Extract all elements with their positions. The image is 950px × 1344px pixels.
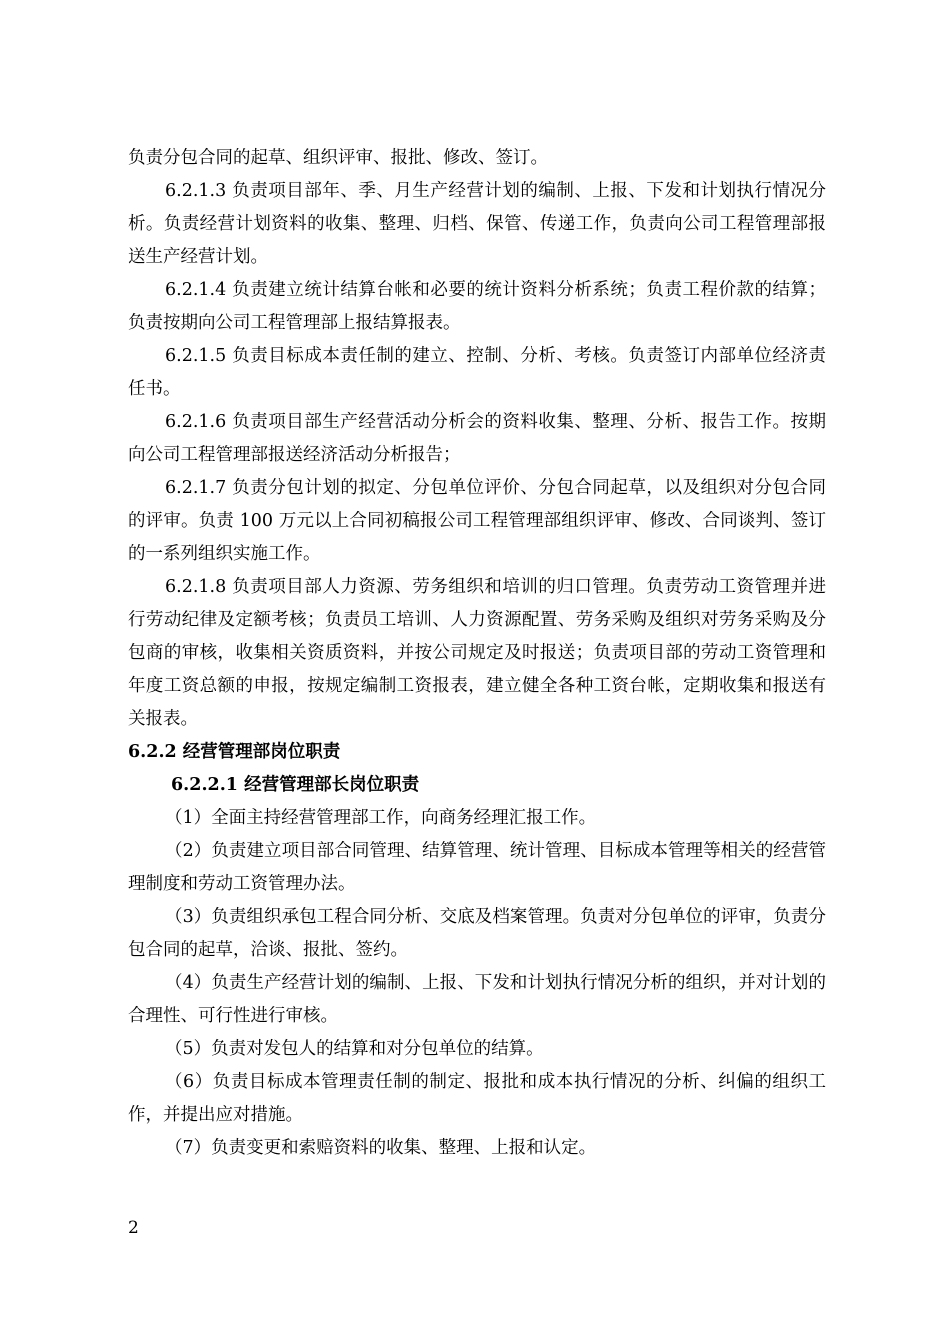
list-item: （3）负责组织承包工程合同分析、交底及档案管理。负责对分包单位的评审，负责分包合同的起草，洽谈、报批、签约。	[128, 907, 826, 960]
page-number: 2	[128, 1218, 139, 1238]
paragraph-6-2-1-4: 6.2.1.4 负责建立统计结算台帐和必要的统计资料分析系统；负责工程价款的结算；负责按期向公司工程管理部上报结算报表。	[128, 280, 826, 333]
list-item: （4）负责生产经营计划的编制、上报、下发和计划执行情况分析的组织，并对计划的合理性、可行性进行审核。	[128, 973, 826, 1026]
list-item: （7）负责变更和索赔资料的收集、整理、上报和认定。	[165, 1138, 597, 1158]
paragraph-continuation: 负责分包合同的起草、组织评审、报批、修改、签订。	[128, 148, 548, 168]
list-item: （2）负责建立项目部合同管理、结算管理、统计管理、目标成本管理等相关的经营管理制度和劳动工资管理办法。	[128, 841, 826, 894]
document-body	[128, 142, 826, 1165]
paragraph-6-2-1-5: 6.2.1.5 负责目标成本责任制的建立、控制、分析、考核。负责签订内部单位经济责任书。	[128, 346, 826, 399]
paragraph-6-2-1-6: 6.2.1.6 负责项目部生产经营活动分析会的资料收集、整理、分析、报告工作。按期向公司工程管理部报送经济活动分析报告；	[128, 412, 826, 465]
list-item: （6）负责目标成本管理责任制的制定、报批和成本执行情况的分析、纠偏的组织工作，并提出应对措施。	[128, 1072, 826, 1125]
list-item: （5）负责对发包人的结算和对分包单位的结算。	[165, 1039, 544, 1059]
paragraph-6-2-1-7: 6.2.1.7 负责分包计划的拟定、分包单位评价、分包合同起草，以及组织对分包合同的评审。负责 100 万元以上合同初稿报公司工程管理部组织评审、修改、合同谈判、签订的一系列组织实施工作。	[128, 478, 826, 564]
section-heading: 6.2.2 经营管理部岗位职责	[128, 742, 341, 762]
list-item: （1）全面主持经营管理部工作，向商务经理汇报工作。	[165, 808, 597, 828]
paragraph-6-2-1-8: 6.2.1.8 负责项目部人力资源、劳务组织和培训的归口管理。负责劳动工资管理并进行劳动纪律及定额考核；负责员工培训、人力资源配置、劳务采购及组织对劳务采购及分包商的审核，收集相关资质资料，并按公司规定及时报送；负责项目部的劳动工资管理和年度工资总额的申报，按规定编制工资报表，建立健全各种工资台帐，定期收集和报送有关报表。	[128, 577, 826, 729]
subsection-heading: 6.2.2.1 经营管理部长岗位职责	[171, 775, 420, 795]
paragraph-6-2-1-3: 6.2.1.3 负责项目部年、季、月生产经营计划的编制、上报、下发和计划执行情况分析。负责经营计划资料的收集、整理、归档、保管、传递工作，负责向公司工程管理部报送生产经营计划。	[128, 181, 826, 267]
